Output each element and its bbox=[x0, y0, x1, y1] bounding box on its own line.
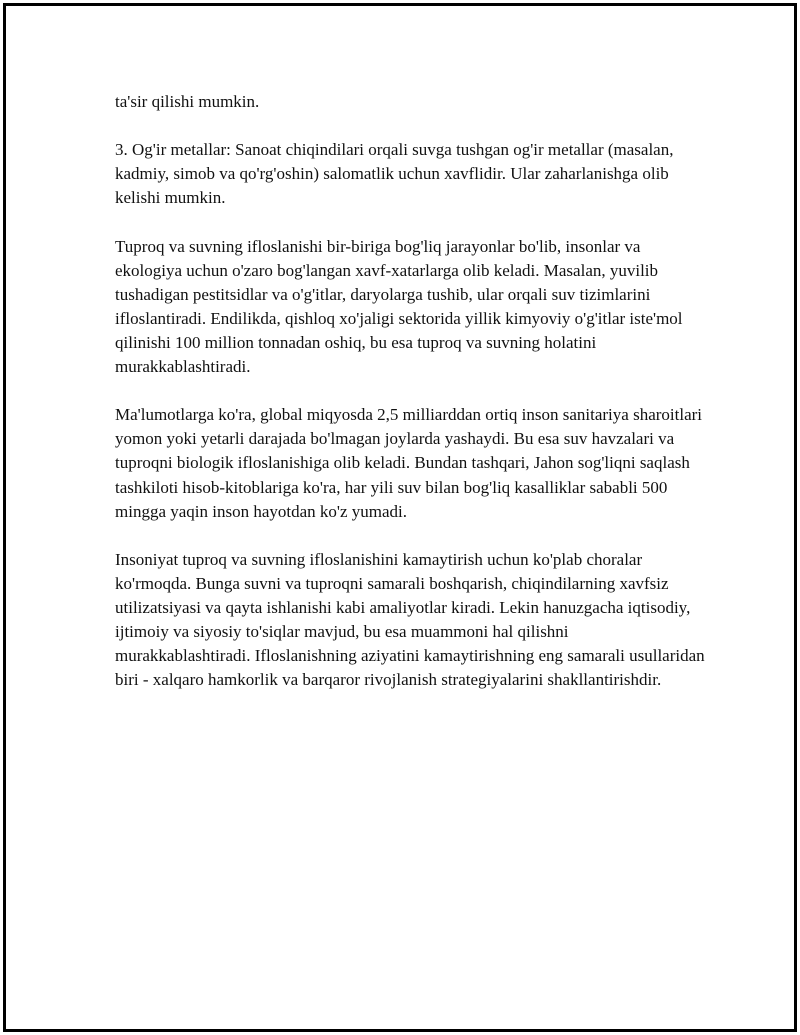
paragraph-sanitation-stats: Ma'lumotlarga ko'ra, global miqyosda 2,5 milliarddan ortiq inson sanitariya sharoitlari yomon yoki yetarli darajada bo'lmagan joylarda yashaydi. Bu esa suv havzalari va tuproqni biologik ifloslanishiga olib keladi. Bundan tashqari, Jahon sog'liqni saqlash tashkiloti hisob-kitoblariga ko'ra, har yili suv bilan bog'liq kasalliklar sababli 500 mingga yaqin inson hayotdan ko'z yumadi. bbox=[115, 405, 702, 521]
paragraph-continuation: ta'sir qilishi mumkin. bbox=[115, 92, 260, 111]
document-body bbox=[115, 90, 705, 692]
paragraph-mitigation: Insoniyat tuproq va suvning ifloslanishini kamaytirish uchun ko'plab choralar ko'rmoqda. Bunga suvni va tuproqni samarali boshqarish, chiqindilarning xavfsiz utilizatsiyasi va qayta ishlanishi kabi amaliyotlar kiradi. Lekin hanuzgacha iqtisodiy, ijtimoiy va siyosiy to'siqlar mavjud, bu esa muammoni hal qilishni murakkablashtiradi. Ifloslanishning aziyatini kamaytirishning eng samarali usullaridan biri - xalqaro hamkorlik va barqaror rivojlanish strategiyalarini shakllantirishdir. bbox=[115, 549, 705, 690]
paragraph-heavy-metals: 3. Og'ir metallar: Sanoat chiqindilari orqali suvga tushgan og'ir metallar (masalan, kadmiy, simob va qo'rg'oshin) salomatlik uchun xavflidir. Ular zaharlanishga olib kelishi mumkin. bbox=[115, 140, 674, 208]
paragraph-soil-water-link: Tuproq va suvning ifloslanishi bir-biriga bog'liq jarayonlar bo'lib, insonlar va ekologiya uchun o'zaro bog'langan xavf-xatarlarga olib keladi. Masalan, yuvilib tushadigan pestitsidlar va o'g'itlar, daryolarga tushib, ular orqali suv tizimlarini ifloslantiradi. Endilikda, qishloq xo'jaligi sektorida yillik kimyoviy o'g'itlar iste'mol qilinishi 100 million tonnadan oshiq, bu esa tuproq va suvning holatini murakkablashtiradi. bbox=[115, 236, 683, 377]
